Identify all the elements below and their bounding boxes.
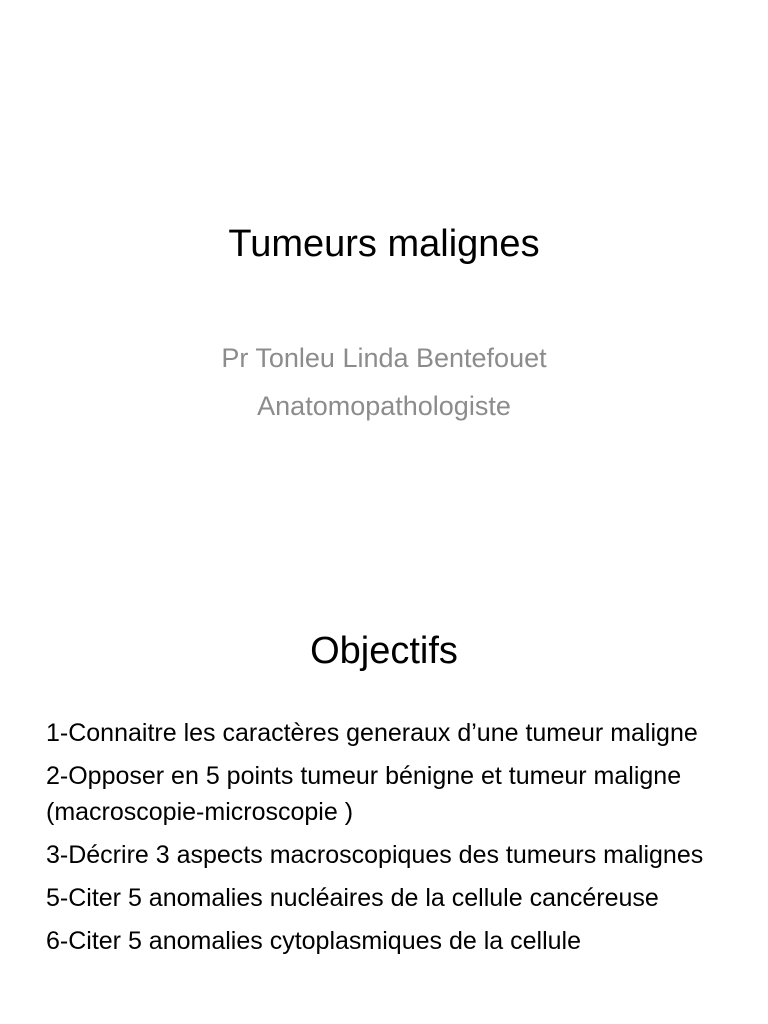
objectives-title: Objectifs: [310, 630, 458, 672]
slide-title: Tumeurs malignes: [228, 223, 540, 265]
objectives-list: [46, 715, 736, 966]
slide-subtitle: [0, 334, 768, 430]
objective-item: 3-Décrire 3 aspects macroscopiques des tumeurs malignes: [46, 841, 704, 869]
objective-item: 1-Connaitre les caractères generaux d’une tumeur maligne: [46, 719, 698, 747]
objectives-slide: [0, 576, 768, 1024]
objective-item: 2-Opposer en 5 points tumeur bénigne et tumeur maligne (macroscopie-microscopie ): [46, 762, 682, 826]
objective-item: 5-Citer 5 anomalies nucléaires de la cellule cancéreuse: [46, 884, 659, 912]
author-role: Anatomopathologiste: [257, 391, 511, 421]
objective-item: 6-Citer 5 anomalies cytoplasmiques de la cellule: [46, 927, 581, 955]
author-name: Pr Tonleu Linda Bentefouet: [221, 343, 547, 373]
